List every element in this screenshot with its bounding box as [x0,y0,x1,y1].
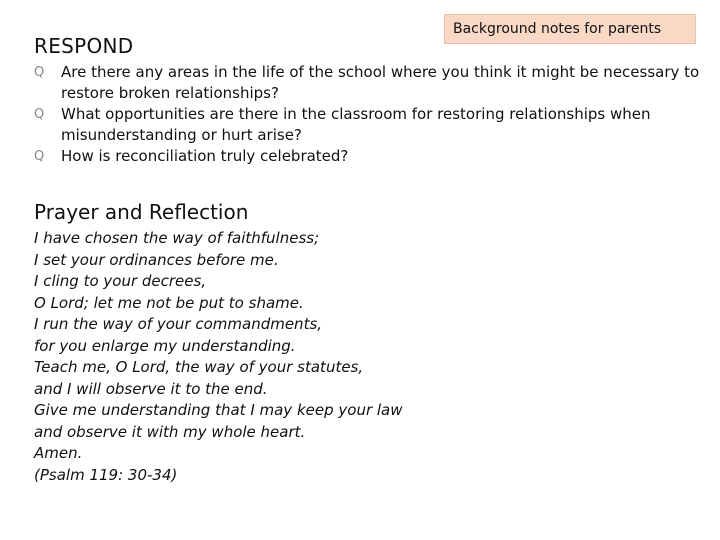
prayer-line: O Lord; let me not be put to shame. [34,293,304,312]
bullet-icon: Q [34,65,45,80]
prayer-line: and I will observe it to the end. [34,379,268,398]
question-item [34,104,704,146]
prayer-line: Give me understanding that I may keep your law [34,401,403,419]
prayer-line: Amen. [34,444,83,462]
background-notes-label: Background notes for parents [444,14,696,44]
question-text: Are there any areas in the life of the school where you think it might be necessary to restore broken relationships? [61,63,700,102]
prayer-line: I set your ordinances before me. [34,250,279,269]
question-list [34,62,704,167]
bullet-icon: Q [34,107,45,122]
question-text: What opportunities are there in the classroom for restoring relationships when misunderstanding or hurt arise? [61,105,651,144]
prayer-heading: Prayer and Reflection [34,200,249,224]
prayer-text [34,228,454,486]
question-text: How is reconciliation truly celebrated? [61,147,349,165]
prayer-line: Teach me, O Lord, the way of your statutes, [34,358,364,376]
question-item [34,146,704,167]
prayer-line: and observe it with my whole heart. [34,422,306,441]
bullet-icon: Q [34,149,45,164]
prayer-line: I have chosen the way of faithfulness; [34,229,320,247]
prayer-line: I cling to your decrees, [34,272,207,290]
prayer-line: I run the way of your commandments, [34,315,323,333]
prayer-citation: (Psalm 119: 30-34) [34,465,178,484]
respond-heading: RESPOND [34,34,134,58]
question-item [34,62,704,104]
prayer-line: for you enlarge my understanding. [34,336,296,355]
